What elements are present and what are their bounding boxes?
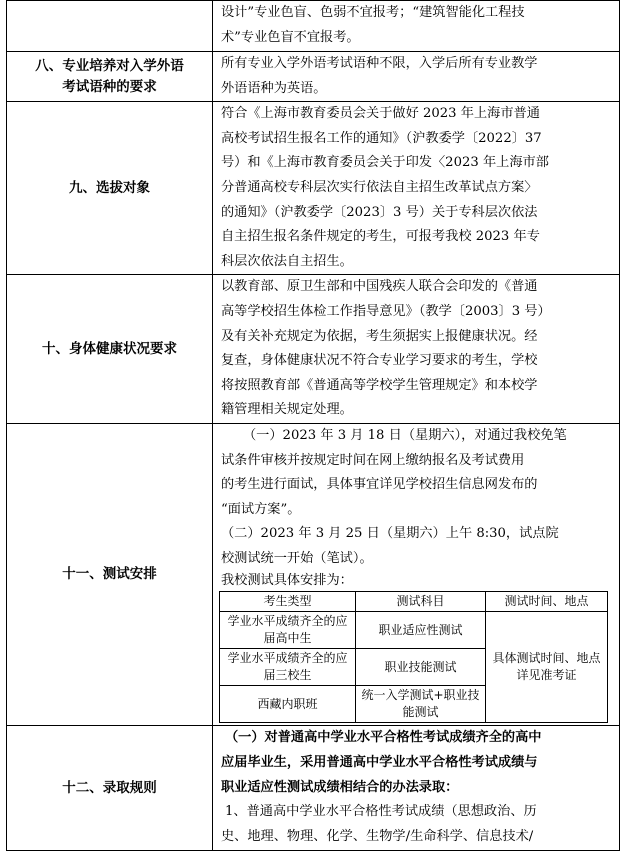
admissions-table <box>6 0 620 851</box>
schedule-type: 西藏内职班 <box>220 686 356 723</box>
schedule-subject: 职业适应性测试 <box>356 612 486 649</box>
row-content <box>213 275 620 424</box>
text-line: 以教育部、原卫生部和中国残疾人联合会印发的《普通 <box>221 279 538 295</box>
row-heading: 九、选拔对象 <box>7 102 213 275</box>
bold-text-line: 职业适应性测试成绩相结合的办法录取： <box>221 779 459 795</box>
row-content <box>213 52 620 102</box>
schedule-header: 测试科目 <box>356 592 486 612</box>
schedule-row <box>220 612 608 649</box>
row-heading-line: 八、专业培养对入学外语 <box>35 57 184 74</box>
text-line: 术”专业色盲不宜报考。 <box>221 29 360 45</box>
row-heading <box>7 52 213 102</box>
text-line: 高等学校招生体检工作指导意见》（教学〔2003〕3 号） <box>221 303 551 319</box>
text-line: 史、地理、物理、化学、生物学/生命科学、信息技术/ <box>221 828 534 844</box>
table-row <box>7 52 620 102</box>
schedule-subject: 职业技能测试 <box>356 649 486 686</box>
table-row <box>7 275 620 424</box>
text-line: 复查，身体健康状况不符合专业学习要求的考生，学校 <box>221 353 538 369</box>
bold-text-line: 应届毕业生，采用普通高中学业水平合格性考试成绩与 <box>221 755 538 771</box>
text-line: （二）2023 年 3 月 25 日（星期六）上午 8:30，试点院 <box>221 526 559 542</box>
text-line: 1、普通高中学业水平合格性考试成绩（思想政治、历 <box>225 804 537 820</box>
text-line: 的通知》（沪教委学〔2023〕3 号）关于专科层次依法 <box>221 204 538 220</box>
text-line: 所有专业入学外语考试语种不限，入学后所有专业教学 <box>221 56 538 71</box>
text-line: 科层次依法自主招生。 <box>221 253 353 269</box>
text-line: 籍管理相关规定处理。 <box>221 402 353 418</box>
row-content <box>213 1 620 52</box>
table-row <box>7 423 620 726</box>
text-line: 外语语种为英语。 <box>221 80 327 96</box>
row-content <box>213 102 620 275</box>
row-heading: 十、身体健康状况要求 <box>7 275 213 424</box>
schedule-table <box>219 591 608 723</box>
schedule-header: 测试时间、地点 <box>486 592 608 612</box>
text-line: （一）2023 年 3 月 18 日（星期六），对通过我校免笔 <box>243 427 567 443</box>
text-line: 我校测试具体安排为： <box>221 573 353 589</box>
text-line: 高校考试招生报名工作的通知》（沪教委学〔2022〕37 <box>221 130 542 146</box>
text-line: 分普通高校专科层次实行依法自主招生改革试点方案〉 <box>221 179 538 195</box>
row-content <box>213 726 620 851</box>
bold-text-line: （一）对普通高中学业水平合格性考试成绩齐全的高中 <box>225 730 542 746</box>
table-row <box>7 726 620 851</box>
text-line: 符合《上海市教育委员会关于做好 2023 年上海市普通 <box>221 106 540 122</box>
row-heading-line: 考试语种的要求 <box>62 78 157 95</box>
table-row <box>7 1 620 52</box>
table-row <box>7 102 620 275</box>
schedule-type: 学业水平成绩齐全的应届三校生 <box>220 649 356 686</box>
schedule-header-row <box>220 592 608 612</box>
schedule-subject: 统一入学测试+职业技能测试 <box>356 686 486 723</box>
text-line: 将按照教育部《普通高等学校学生管理规定》和本校学 <box>221 377 538 393</box>
schedule-time-place: 具体测试时间、地点详见准考证 <box>486 612 608 723</box>
text-line: 校测试统一开始（笔试）。 <box>221 550 373 566</box>
row-content <box>213 423 620 726</box>
text-line: 自主招生报名条件规定的考生，可报考我校 2023 年专 <box>221 229 540 245</box>
text-line: “面试方案”。 <box>221 501 301 517</box>
text-line: 试条件审核并按规定时间在网上缴纳报名及考试费用 <box>221 452 525 468</box>
row-heading: 十二、录取规则 <box>7 726 213 851</box>
row-heading-empty <box>7 1 213 52</box>
text-line: 号）和《上海市教育委员会关于印发〈2023 年上海市部 <box>221 155 549 171</box>
text-line: 设计”专业色盲、色弱不宜报考；“建筑智能化工程技 <box>221 5 525 20</box>
text-line: 及有关补充规定为依据，考生须据实上报健康状况。经 <box>221 328 538 344</box>
schedule-header: 考生类型 <box>220 592 356 612</box>
row-heading: 十一、测试安排 <box>7 423 213 726</box>
text-line: 的考生进行面试，具体事宜详见学校招生信息网发布的 <box>221 477 538 493</box>
schedule-type: 学业水平成绩齐全的应届高中生 <box>220 612 356 649</box>
